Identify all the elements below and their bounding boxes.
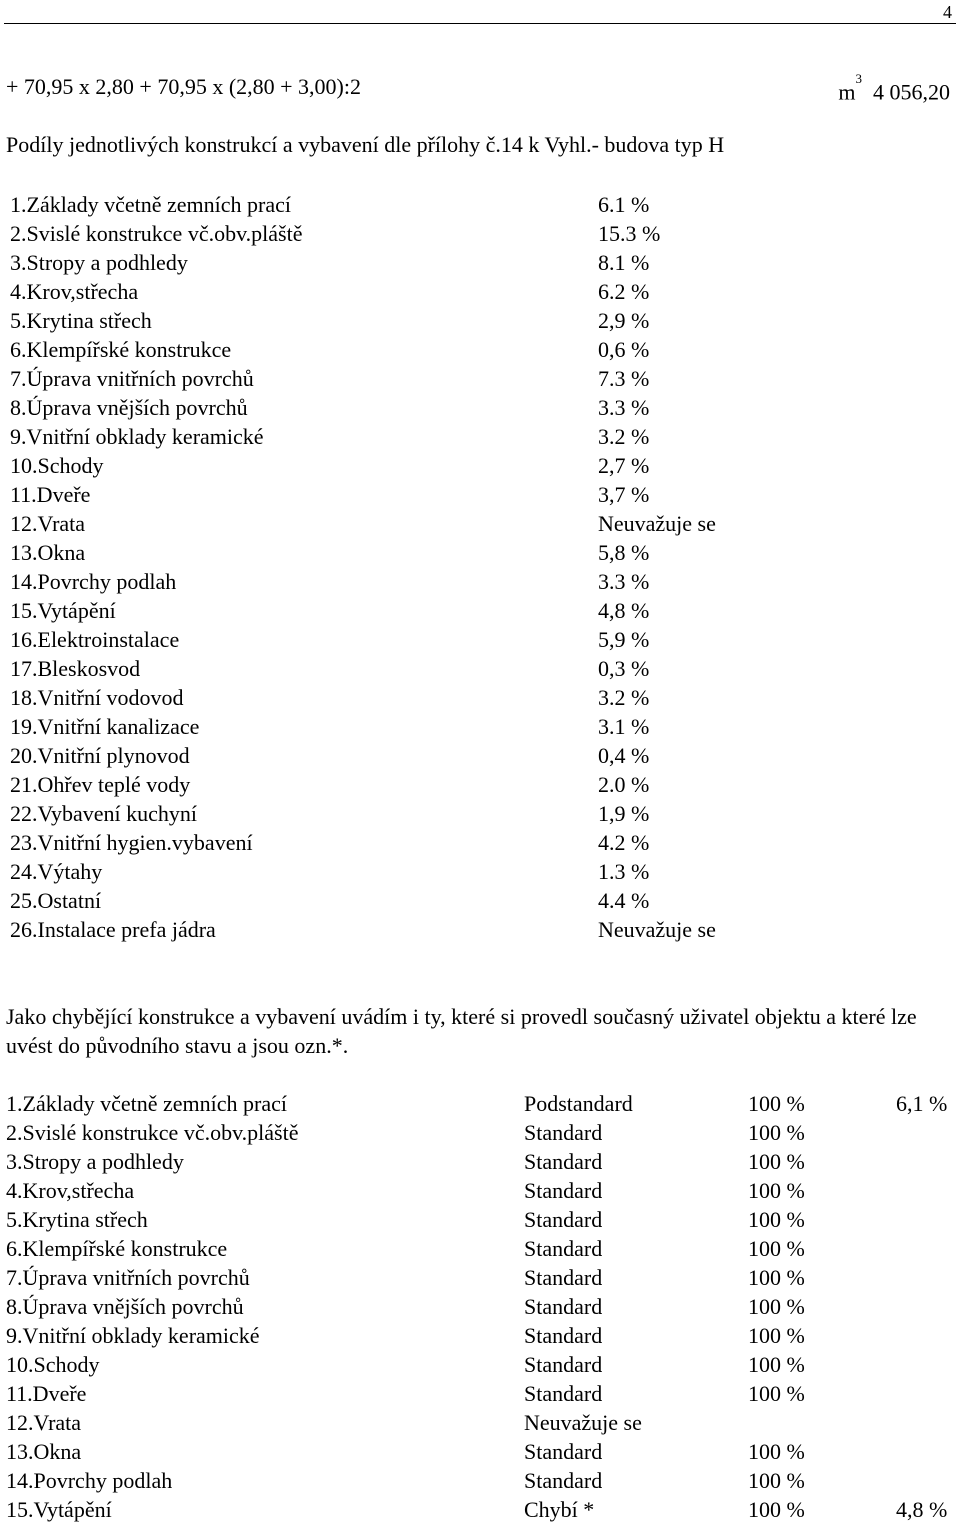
share-label: 25.Ostatní	[10, 888, 102, 913]
evaluation-percent: 100 %	[748, 1497, 805, 1522]
share-label: 9.Vnitřní obklady keramické	[10, 424, 264, 449]
share-value: 2.0 %	[598, 772, 650, 797]
share-value: 4.2 %	[598, 830, 650, 855]
header-rule	[4, 23, 956, 24]
share-value: 7.3 %	[598, 366, 650, 391]
share-label: 22.Vybavení kuchyní	[10, 801, 197, 826]
evaluation-percent: 100 %	[748, 1236, 805, 1261]
share-value: 4,8 %	[598, 598, 650, 623]
share-label: 13.Okna	[10, 540, 86, 565]
share-value: 3.3 %	[598, 569, 650, 594]
note-paragraph: Jako chybějící konstrukce a vybavení uvádím i ty, které si provedl současný uživatel objektu a které lze uvést do původního stavu a jsou ozn.*.	[6, 1004, 917, 1058]
share-label: 7.Úprava vnitřních povrchů	[10, 366, 254, 391]
share-value: 2,9 %	[598, 308, 650, 333]
evaluation-label: 11.Dveře	[6, 1381, 87, 1406]
evaluation-label: 10.Schody	[6, 1352, 100, 1377]
evaluation-percent: 100 %	[748, 1381, 805, 1406]
evaluation-class: Standard	[524, 1468, 603, 1493]
share-label: 26.Instalace prefa jádra	[10, 917, 216, 942]
volume-formula: + 70,95 x 2,80 + 70,95 x (2,80 + 3,00):2	[6, 74, 361, 99]
share-label: 15.Vytápění	[10, 598, 116, 623]
evaluation-class: Chybí *	[524, 1497, 595, 1522]
share-value: 3,7 %	[598, 482, 650, 507]
share-value: Neuvažuje se	[598, 511, 716, 536]
evaluation-class: Standard	[524, 1381, 603, 1406]
evaluation-label: 14.Povrchy podlah	[6, 1468, 173, 1493]
share-value: 3.2 %	[598, 424, 650, 449]
evaluation-label: 13.Okna	[6, 1439, 82, 1464]
share-label: 1.Základy včetně zemních prací	[10, 192, 291, 217]
share-value: 5,9 %	[598, 627, 650, 652]
evaluation-class: Standard	[524, 1236, 603, 1261]
volume-unit: m	[838, 79, 856, 105]
evaluation-class: Standard	[524, 1120, 603, 1145]
evaluation-class: Podstandard	[524, 1091, 633, 1116]
share-label: 3.Stropy a podhledy	[10, 250, 188, 275]
evaluation-class: Standard	[524, 1323, 603, 1348]
evaluation-percent: 100 %	[748, 1352, 805, 1377]
share-label: 14.Povrchy podlah	[10, 569, 177, 594]
share-label: 2.Svislé konstrukce vč.obv.pláště	[10, 221, 303, 246]
share-label: 10.Schody	[10, 453, 104, 478]
share-label: 21.Ohřev teplé vody	[10, 772, 191, 797]
shares-heading: Podíly jednotlivých konstrukcí a vybavení dle přílohy č.14 k Vyhl.- budova typ H	[6, 132, 725, 157]
share-label: 5.Krytina střech	[10, 308, 152, 333]
share-label: 18.Vnitřní vodovod	[10, 685, 184, 710]
evaluation-share: 6,1 %	[896, 1091, 948, 1116]
evaluation-label: 8.Úprava vnějších povrchů	[6, 1294, 244, 1319]
evaluation-label: 9.Vnitřní obklady keramické	[6, 1323, 260, 1348]
share-value: 5,8 %	[598, 540, 650, 565]
evaluation-label: 3.Stropy a podhledy	[6, 1149, 184, 1174]
evaluation-percent: 100 %	[748, 1468, 805, 1493]
share-value: 2,7 %	[598, 453, 650, 478]
evaluation-class: Standard	[524, 1265, 603, 1290]
evaluation-percent: 100 %	[748, 1439, 805, 1464]
share-value: 0,4 %	[598, 743, 650, 768]
page-number: 4	[943, 2, 952, 22]
volume-result	[838, 71, 950, 105]
evaluation-class: Neuvažuje se	[524, 1410, 642, 1435]
evaluation-percent: 100 %	[748, 1207, 805, 1232]
evaluation-class: Standard	[524, 1294, 603, 1319]
share-label: 12.Vrata	[10, 511, 86, 536]
evaluation-label: 5.Krytina střech	[6, 1207, 148, 1232]
share-label: 6.Klempířské konstrukce	[10, 337, 232, 362]
evaluation-label: 15.Vytápění	[6, 1497, 112, 1522]
evaluation-percent: 100 %	[748, 1178, 805, 1203]
evaluation-label: 7.Úprava vnitřních povrchů	[6, 1265, 250, 1290]
share-label: 24.Výtahy	[10, 859, 103, 884]
evaluation-percent: 100 %	[748, 1323, 805, 1348]
evaluation-class: Standard	[524, 1352, 603, 1377]
evaluation-label: 6.Klempířské konstrukce	[6, 1236, 228, 1261]
share-value: 3.3 %	[598, 395, 650, 420]
share-label: 16.Elektroinstalace	[10, 627, 180, 652]
volume-unit-exponent: 3	[855, 71, 862, 86]
evaluation-label: 12.Vrata	[6, 1410, 82, 1435]
evaluation-percent: 100 %	[748, 1265, 805, 1290]
share-value: Neuvažuje se	[598, 917, 716, 942]
share-value: 3.2 %	[598, 685, 650, 710]
evaluation-percent: 100 %	[748, 1149, 805, 1174]
share-value: 3.1 %	[598, 714, 650, 739]
evaluation-class: Standard	[524, 1178, 603, 1203]
volume-value: 4 056,20	[873, 79, 950, 105]
share-label: 23.Vnitřní hygien.vybavení	[10, 830, 253, 855]
evaluation-percent: 100 %	[748, 1091, 805, 1116]
share-value: 8.1 %	[598, 250, 650, 275]
share-value: 1.3 %	[598, 859, 650, 884]
share-value: 15.3 %	[598, 221, 661, 246]
share-value: 6.1 %	[598, 192, 650, 217]
share-label: 4.Krov,střecha	[10, 279, 139, 304]
share-value: 6.2 %	[598, 279, 650, 304]
share-value: 1,9 %	[598, 801, 650, 826]
share-label: 8.Úprava vnějších povrchů	[10, 395, 248, 420]
share-value: 4.4 %	[598, 888, 650, 913]
evaluation-class: Standard	[524, 1207, 603, 1232]
share-value: 0,6 %	[598, 337, 650, 362]
evaluation-label: 4.Krov,střecha	[6, 1178, 135, 1203]
evaluation-percent: 100 %	[748, 1120, 805, 1145]
share-label: 20.Vnitřní plynovod	[10, 743, 190, 768]
evaluation-class: Standard	[524, 1149, 603, 1174]
share-label: 19.Vnitřní kanalizace	[10, 714, 200, 739]
evaluation-share: 4,8 %	[896, 1497, 948, 1522]
evaluation-class: Standard	[524, 1439, 603, 1464]
share-value: 0,3 %	[598, 656, 650, 681]
share-label: 11.Dveře	[10, 482, 91, 507]
evaluation-label: 2.Svislé konstrukce vč.obv.pláště	[6, 1120, 299, 1145]
evaluation-percent: 100 %	[748, 1294, 805, 1319]
evaluation-label: 1.Základy včetně zemních prací	[6, 1091, 287, 1116]
share-label: 17.Bleskosvod	[10, 656, 141, 681]
